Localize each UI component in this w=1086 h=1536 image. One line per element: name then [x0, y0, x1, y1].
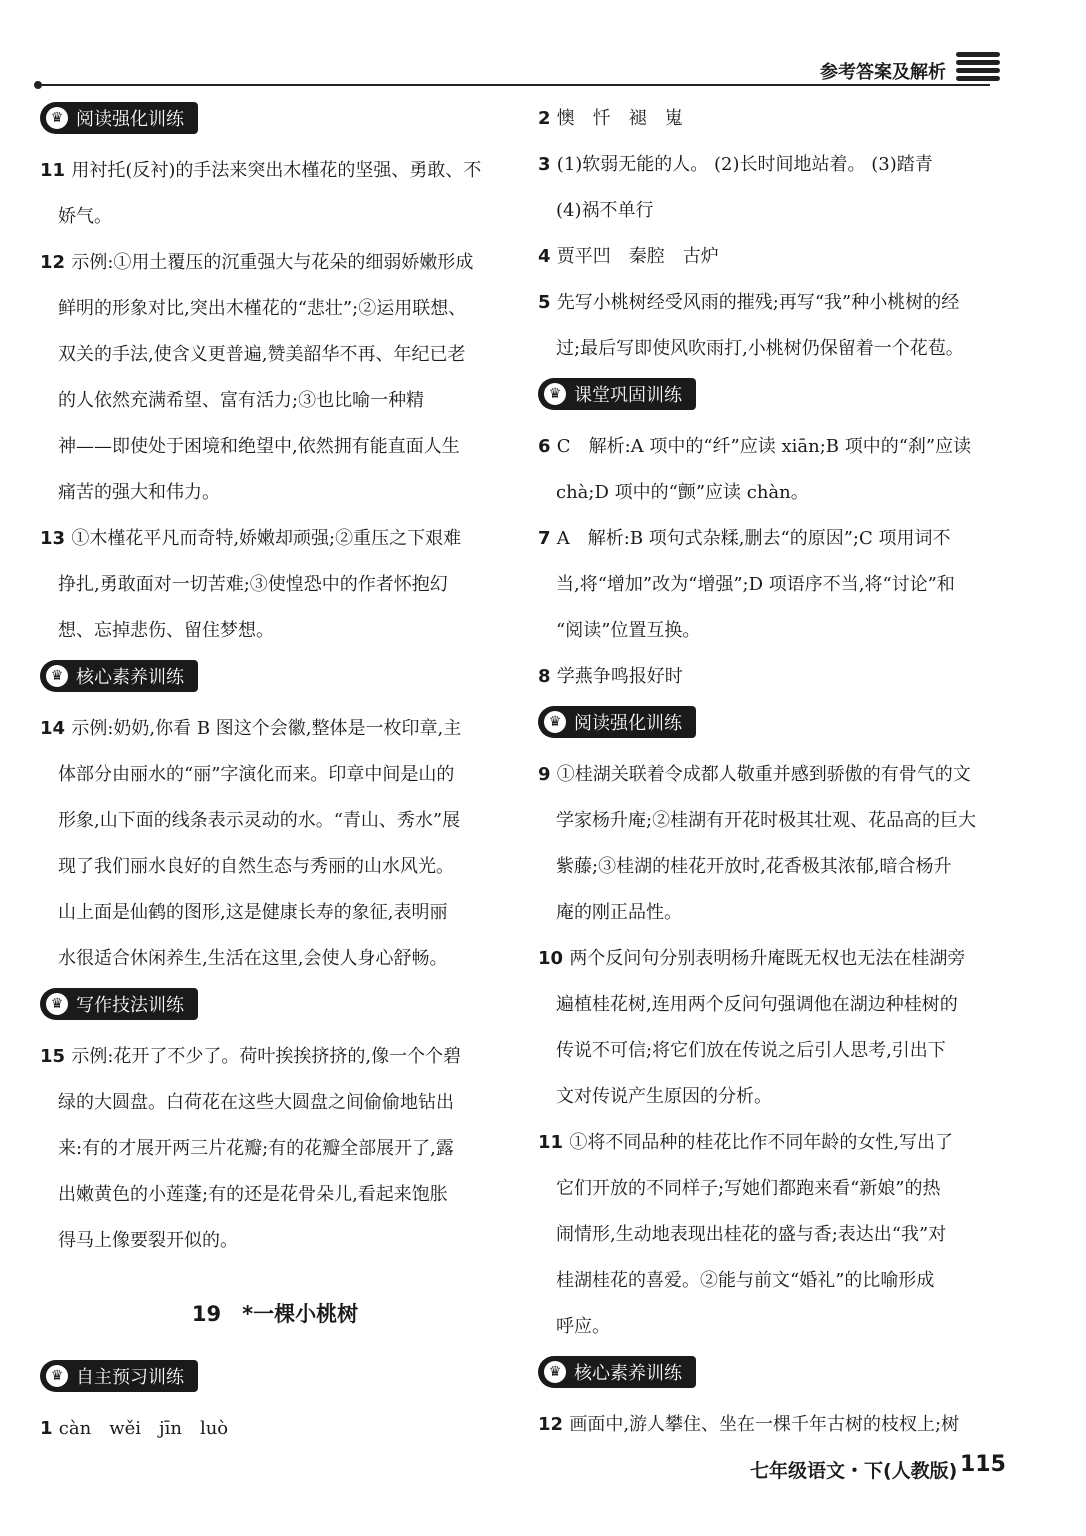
answer-line: 过;最后写即使风吹雨打,小桃树仍保留着一个花苞。 — [556, 338, 964, 359]
answer-item — [538, 1402, 1008, 1448]
question-number: 9 — [538, 764, 557, 785]
footer-book-title: 七年级语文・下(人教版) — [750, 1460, 958, 1482]
answer-line: 闹情形,生动地表现出桂花的盛与香;表达出“我”对 — [556, 1224, 947, 1245]
answer-item — [40, 1034, 510, 1264]
answer-item — [538, 424, 1008, 516]
answer-item — [538, 234, 1008, 280]
answer-item — [40, 1406, 510, 1452]
answer-line: 桂湖桂花的喜爱。②能与前文“婚礼”的比喻形成 — [556, 1270, 935, 1291]
answer-line: 15 示例:花开了不少了。荷叶挨挨挤挤的,像一个个碧 — [40, 1046, 462, 1067]
answer-line: 传说不可信;将它们放在传说之后引人思考,引出下 — [556, 1040, 946, 1061]
answer-line: “阅读”位置互换。 — [556, 620, 701, 641]
answer-line: 6 C 解析:A 项中的“纤”应读 xiān;B 项中的“刹”应读 — [538, 436, 972, 457]
section-tag: ♛ 自主预习训练 — [40, 1360, 198, 1392]
question-number: 14 — [40, 718, 72, 739]
answer-line: 它们开放的不同样子;写她们都跑来看“新娘”的热 — [556, 1178, 941, 1199]
answer-line: 2 懊 忏 褪 嵬 — [538, 108, 683, 129]
answer-line: 3 (1)软弱无能的人。 (2)长时间地站着。 (3)踏青 — [538, 154, 933, 175]
answer-item — [538, 752, 1008, 936]
question-number: 1 — [40, 1418, 59, 1439]
answer-line: 出嫩黄色的小莲蓬;有的还是花骨朵儿,看起来饱胀 — [58, 1184, 448, 1205]
question-number: 8 — [538, 666, 557, 687]
question-number: 7 — [538, 528, 557, 549]
answer-line: 9 ①桂湖关联着令成都人敬重并感到骄傲的有骨气的文 — [538, 764, 971, 785]
books-icon — [956, 52, 1000, 86]
answer-line: chà;D 项中的“颤”应读 chàn。 — [556, 482, 809, 503]
answer-line: 文对传说产生原因的分析。 — [556, 1086, 772, 1107]
answer-line: 1 càn wěi jīn luò — [40, 1418, 229, 1439]
answer-line: 紫藤;③桂湖的桂花开放时,花香极其浓郁,暗合杨升 — [556, 856, 952, 877]
answer-line: 现了我们丽水良好的自然生态与秀丽的山水风光。 — [58, 856, 454, 877]
question-number: 11 — [40, 160, 72, 181]
answer-line: 7 A 解析:B 项句式杂糅,删去“的原因”;C 项用词不 — [538, 528, 951, 549]
answer-line: 得马上像要裂开似的。 — [58, 1230, 238, 1251]
answer-item — [538, 654, 1008, 700]
question-number: 6 — [538, 436, 557, 457]
question-number: 12 — [40, 252, 72, 273]
answer-line: 山上面是仙鹤的图形,这是健康长寿的象征,表明丽 — [58, 902, 448, 923]
answer-line: 8 学燕争鸣报好时 — [538, 666, 683, 687]
question-number: 4 — [538, 246, 557, 267]
answer-line: (4)祸不单行 — [556, 200, 654, 221]
question-number: 2 — [538, 108, 557, 129]
answer-line: 来:有的才展开两三片花瓣;有的花瓣全部展开了,露 — [58, 1138, 454, 1159]
answer-line: 体部分由丽水的“丽”字演化而来。印章中间是山的 — [58, 764, 455, 785]
answer-item — [538, 142, 1008, 234]
question-number: 5 — [538, 292, 557, 313]
question-number: 10 — [538, 948, 570, 969]
crown-icon: ♛ — [46, 993, 68, 1015]
section-tag: ♛ 写作技法训练 — [40, 988, 198, 1020]
answer-line: 的人依然充满希望、富有活力;③也比喻一种精 — [58, 390, 425, 411]
answer-item — [538, 96, 1008, 142]
answer-item — [538, 516, 1008, 654]
crown-icon: ♛ — [46, 1365, 68, 1387]
answer-line: 12 画面中,游人攀住、坐在一棵千年古树的枝杈上;树 — [538, 1414, 960, 1435]
crown-icon: ♛ — [544, 1361, 566, 1383]
section-tag: ♛ 课堂巩固训练 — [538, 378, 696, 410]
answer-line: 11 用衬托(反衬)的手法来突出木槿花的坚强、勇敢、不 — [40, 160, 482, 181]
lesson-title: 19 *一棵小桃树 — [191, 1302, 359, 1326]
answer-line: 4 贾平凹 秦腔 古炉 — [538, 246, 719, 267]
answer-line: 挣扎,勇敢面对一切苦难;③使惶恐中的作者怀抱幻 — [58, 574, 448, 595]
answer-line: 11 ①将不同品种的桂花比作不同年龄的女性,写出了 — [538, 1132, 954, 1153]
answer-item — [40, 240, 510, 516]
answer-line: 鲜明的形象对比,突出木槿花的“悲壮”;②运用联想、 — [58, 298, 467, 319]
crown-icon: ♛ — [46, 107, 68, 129]
section-tag: ♛ 核心素养训练 — [538, 1356, 696, 1388]
question-number: 3 — [538, 154, 557, 175]
question-number: 11 — [538, 1132, 570, 1153]
answer-line: 10 两个反问句分别表明杨升庵既无权也无法在桂湖旁 — [538, 948, 966, 969]
answer-line: 庵的刚正品性。 — [556, 902, 682, 923]
question-number: 12 — [538, 1414, 570, 1435]
answer-line: 遍植桂花树,连用两个反问句强调他在湖边种桂树的 — [556, 994, 958, 1015]
header-dot — [34, 81, 42, 89]
answer-line: 双关的手法,使含义更普遍,赞美韶华不再、年纪已老 — [58, 344, 466, 365]
answer-item — [40, 148, 510, 240]
section-tag: ♛ 阅读强化训练 — [538, 706, 696, 738]
answer-line: 想、忘掉悲伤、留住梦想。 — [58, 620, 274, 641]
answer-item — [40, 516, 510, 654]
question-number: 13 — [40, 528, 72, 549]
left-column — [40, 96, 510, 1452]
answer-line: 绿的大圆盘。白荷花在这些大圆盘之间偷偷地钻出 — [58, 1092, 454, 1113]
answer-line: 娇气。 — [58, 206, 112, 227]
section-tag: ♛ 阅读强化训练 — [40, 102, 198, 134]
answer-line: 水很适合休闲养生,生活在这里,会使人身心舒畅。 — [58, 948, 448, 969]
crown-icon: ♛ — [544, 711, 566, 733]
answer-line: 形象,山下面的线条表示灵动的水。“青山、秀水”展 — [58, 810, 461, 831]
answer-item — [538, 280, 1008, 372]
right-column — [538, 96, 1008, 1448]
answer-item — [40, 706, 510, 982]
crown-icon: ♛ — [46, 665, 68, 687]
answer-line: 14 示例:奶奶,你看 B 图这个会徽,整体是一枚印章,主 — [40, 718, 462, 739]
answer-line: 12 示例:①用土覆压的沉重强大与花朵的细弱娇嫩形成 — [40, 252, 474, 273]
crown-icon: ♛ — [544, 383, 566, 405]
question-number: 15 — [40, 1046, 72, 1067]
answer-line: 5 先写小桃树经受风雨的摧残;再写“我”种小桃树的经 — [538, 292, 960, 313]
answer-line: 痛苦的强大和伟力。 — [58, 482, 220, 503]
answer-item — [538, 936, 1008, 1120]
section-tag: ♛ 核心素养训练 — [40, 660, 198, 692]
header-rule — [38, 84, 990, 86]
header-title: 参考答案及解析 — [820, 62, 946, 83]
answer-line: 学家杨升庵;②桂湖有开花时极其壮观、花品高的巨大 — [556, 810, 977, 831]
answer-line: 呼应。 — [556, 1316, 610, 1337]
answer-line: 13 ①木槿花平凡而奇特,娇嫩却顽强;②重压之下艰难 — [40, 528, 462, 549]
page-number: 115 — [960, 1452, 1006, 1477]
answer-line: 当,将“增加”改为“增强”;D 项语序不当,将“讨论”和 — [556, 574, 955, 595]
answer-line: 神——即使处于困境和绝望中,依然拥有能直面人生 — [58, 436, 460, 457]
answer-item — [538, 1120, 1008, 1350]
